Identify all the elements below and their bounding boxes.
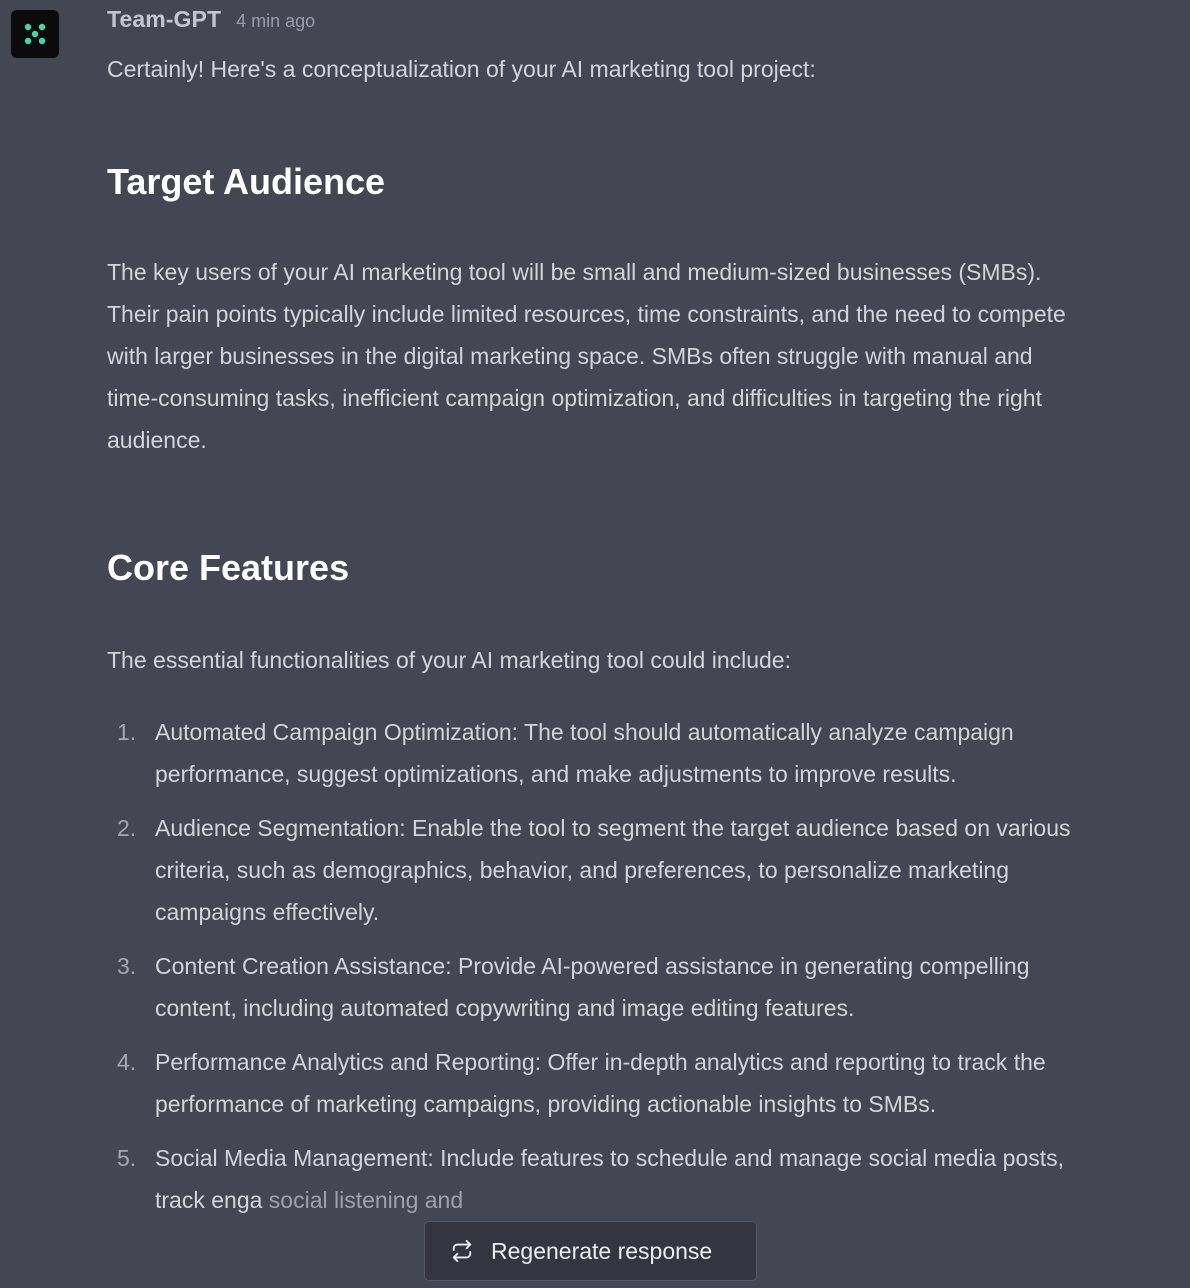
list-item bbox=[107, 945, 1082, 1029]
assistant-avatar bbox=[11, 10, 59, 58]
assistant-message bbox=[107, 6, 1082, 1233]
paragraph-target-audience: The key users of your AI marketing tool will be small and medium-sized businesses (SMBs). Their pain points typically include limited resources, time constraints, and the need to compete with larger businesses in the digital marketing space. SMBs often struggle with manual and time-consuming tasks, inefficient campaign optimization, and difficulties in targeting the right audience. bbox=[107, 259, 1066, 453]
list-item bbox=[107, 807, 1082, 933]
list-item bbox=[107, 1137, 1082, 1221]
refresh-icon bbox=[451, 1240, 473, 1262]
list-item-number: 3. bbox=[117, 953, 137, 979]
list-item bbox=[107, 711, 1082, 795]
message-timestamp: 4 min ago bbox=[236, 11, 316, 31]
paragraph-core-features: The essential functionalities of your AI marketing tool could include: bbox=[107, 647, 791, 673]
list-item-number: 5. bbox=[117, 1145, 137, 1171]
message-intro: Certainly! Here's a conceptualization of your AI marketing tool project: bbox=[107, 56, 816, 82]
list-item-text: Audience Segmentation: Enable the tool to segment the target audience based on various criteria, such as demographics, behavior, and preferences, to personalize marketing campaigns effectively. bbox=[155, 815, 1071, 925]
list-item-number: 4. bbox=[117, 1049, 137, 1075]
message-author: Team-GPT bbox=[107, 6, 222, 32]
list-item-text-tail: social listening and bbox=[268, 1187, 464, 1213]
list-item-number: 1. bbox=[117, 719, 137, 745]
regenerate-response-label: Regenerate response bbox=[491, 1237, 713, 1264]
list-item-text: Social Media Management: Include features to schedule and manage social media posts, track enga bbox=[155, 1145, 1065, 1213]
message-meta bbox=[107, 6, 1082, 38]
list-item-text: Content Creation Assistance: Provide AI-powered assistance in generating compelling content, including automated copywriting and image editing features. bbox=[155, 953, 1030, 1021]
list-item-text: Automated Campaign Optimization: The tool should automatically analyze campaign performance, suggest optimizations, and make adjustments to improve results. bbox=[155, 719, 1014, 787]
list-item bbox=[107, 1041, 1082, 1125]
core-features-list bbox=[107, 711, 1082, 1221]
list-item-number: 2. bbox=[117, 815, 137, 841]
heading-core-features: Core Features bbox=[107, 547, 350, 588]
list-item-text: Performance Analytics and Reporting: Offer in-depth analytics and reporting to track the performance of marketing campaigns, providing actionable insights to SMBs. bbox=[155, 1049, 1046, 1117]
heading-target-audience: Target Audience bbox=[107, 161, 386, 202]
team-gpt-logo-icon bbox=[11, 10, 59, 58]
regenerate-response-button[interactable] bbox=[424, 1221, 757, 1281]
